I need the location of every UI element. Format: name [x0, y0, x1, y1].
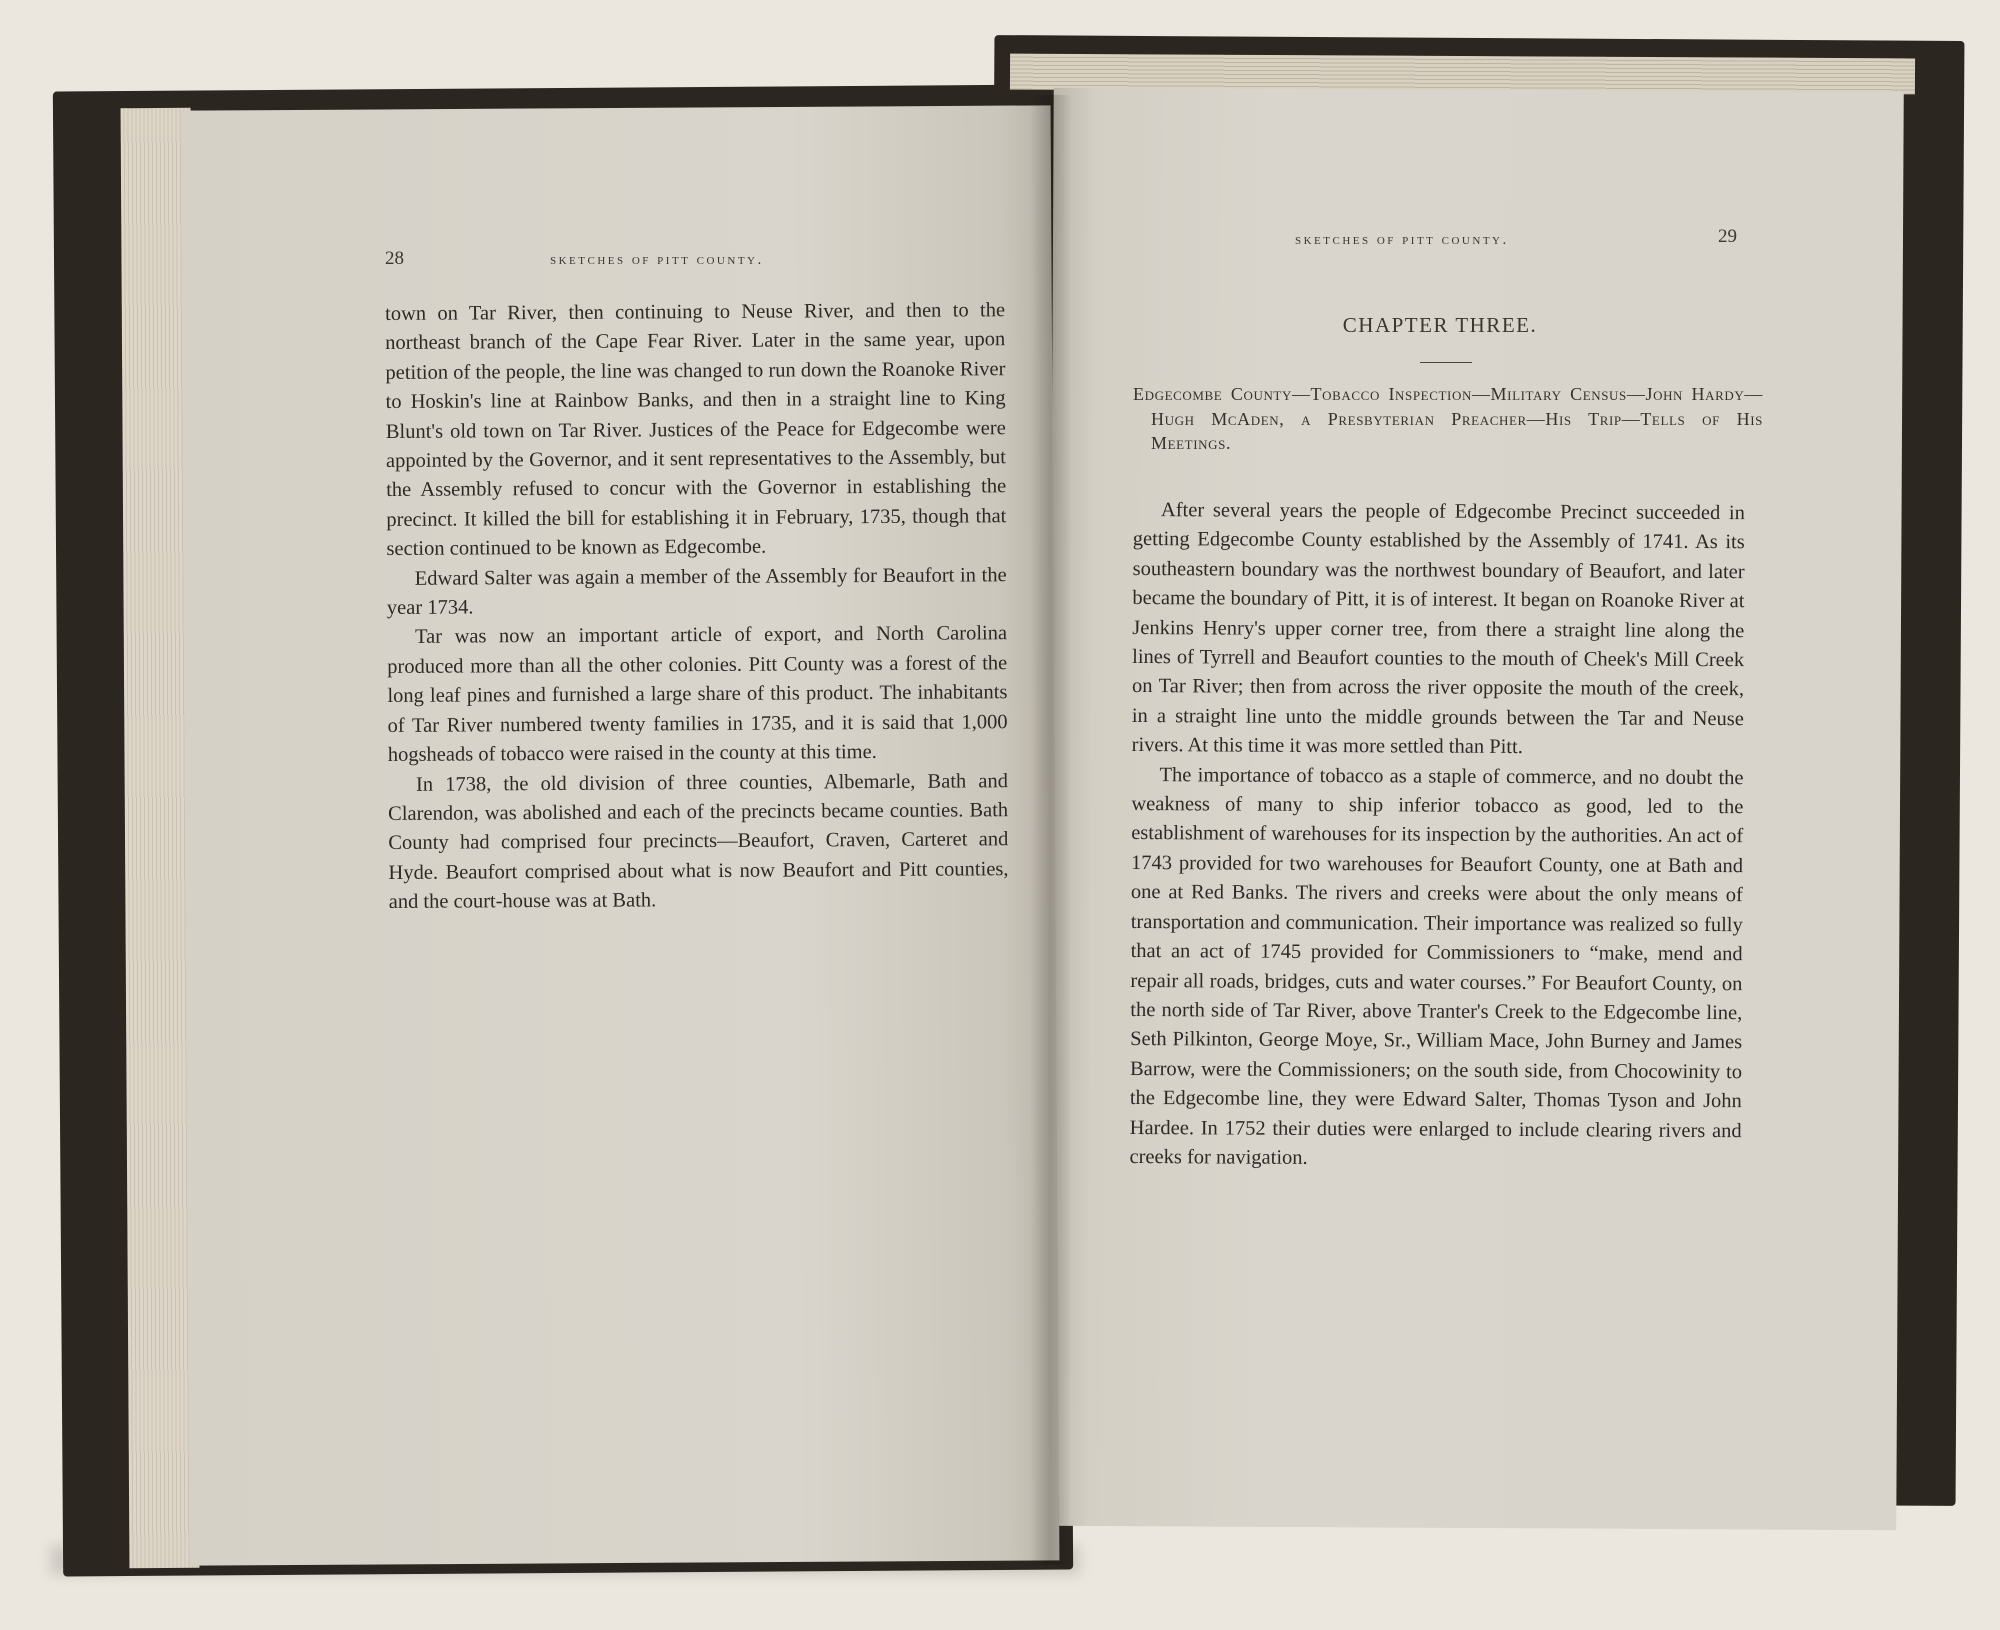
right-running-head: sketches of pitt county.: [1295, 232, 1509, 248]
right-page-body: [1129, 496, 1745, 1176]
right-paragraph: After several years the people of Edgecombe Precinct succeeded in getting Edgecombe County established by the Assembly of 1741. As its southeastern boundary was the northwest boundary of Beaufort, and later became the boundary of Pitt, it is of interest. It began on Roanoke River at Jenkins Henry's upper corner tree, from there a straight line along the lines of Tyrrell and Beaufort counties to the mouth of Cheek's Mill Creek on Tar River; then from across the river opposite the mouth of the creek, in a straight line unto the middle grounds between the Tar and Neuse rivers. At this time it was more settled than Pitt.: [1131, 499, 1745, 759]
left-running-head: sketches of pitt county.: [550, 252, 764, 268]
book-gutter: [1030, 95, 1070, 1565]
chapter-rule: [1420, 362, 1472, 363]
left-page-body: [385, 296, 1009, 917]
left-page-number: 28: [385, 248, 404, 269]
chapter-title: CHAPTER THREE.: [1342, 313, 1538, 337]
left-paragraph: In 1738, the old division of three counties, Albemarle, Bath and Clarendon, was abolished and each of the precincts became counties. Bath County had comprised four precincts—Beaufort, Craven, Carteret and Hyde. Beaufort comprised about what is now Beaufort and Pitt counties, and the court-house was at Bath.: [388, 769, 1009, 914]
right-paragraph: The importance of tobacco as a staple of commerce, and no doubt the weakness of many to ship inferior tobacco as good, led to the establishment of warehouses for its inspection by the authorities. An act of 1743 provided for two warehouses for Beaufort County, one at Bath and one at Red Banks. The rivers and creeks were about the only means of transportation and communication. Their importance was realized so fully that an act of 1745 provided for Commissioners to “make, mend and repair all roads, bridges, cuts and water courses.” For Beaufort County, on the north side of Tar River, above Tranter's Creek to the Edgecombe line, Seth Pilkinton, George Moye, Sr., William Mace, John Burney and James Barrow, were the Commissioners; on the south side, from Chocowinity to the Edgecombe line, they were Edward Salter, Thomas Tyson and John Hardee. In 1752 their duties were enlarged to include clearing rivers and creeks for navigation.: [1129, 763, 1744, 1169]
right-page-number: 29: [1718, 226, 1737, 247]
chapter-synopsis: Edgecombe County—Tobacco Inspection—Military Census—John Hardy—Hugh McAden, a Presbyterian Preacher—His Trip—Tells of His Meetings.: [1133, 384, 1763, 453]
left-paragraph: Tar was now an important article of export, and North Carolina produced more than all the other colonies. Pitt County was a forest of the long leaf pines and furnished a large share of this product. The inhabitants of Tar River numbered twenty families in 1735, and it is said that 1,000 hogsheads of tobacco were raised in the county at this time.: [387, 622, 1008, 767]
left-paragraph: Edward Salter was again a member of the Assembly for Beaufort in the year 1734.: [386, 563, 1007, 620]
left-paragraph: town on Tar River, then continuing to Neuse River, and then to the northeast branch of the Cape Fear River. Later in the same year, upon petition of the people, the line was changed to run down the Roanoke River to Hoskin's line at Rainbow Banks, and then in a straight line to King Blunt's old town on Tar River. Justices of the Peace for Edgecombe were appointed by the Governor, and it sent representatives to the Assembly, but the Assembly refused to concur with the Governor in establishing the precinct. It killed the bill for establishing it in February, 1735, though that section continued to be known as Edgecombe.: [385, 299, 1007, 561]
